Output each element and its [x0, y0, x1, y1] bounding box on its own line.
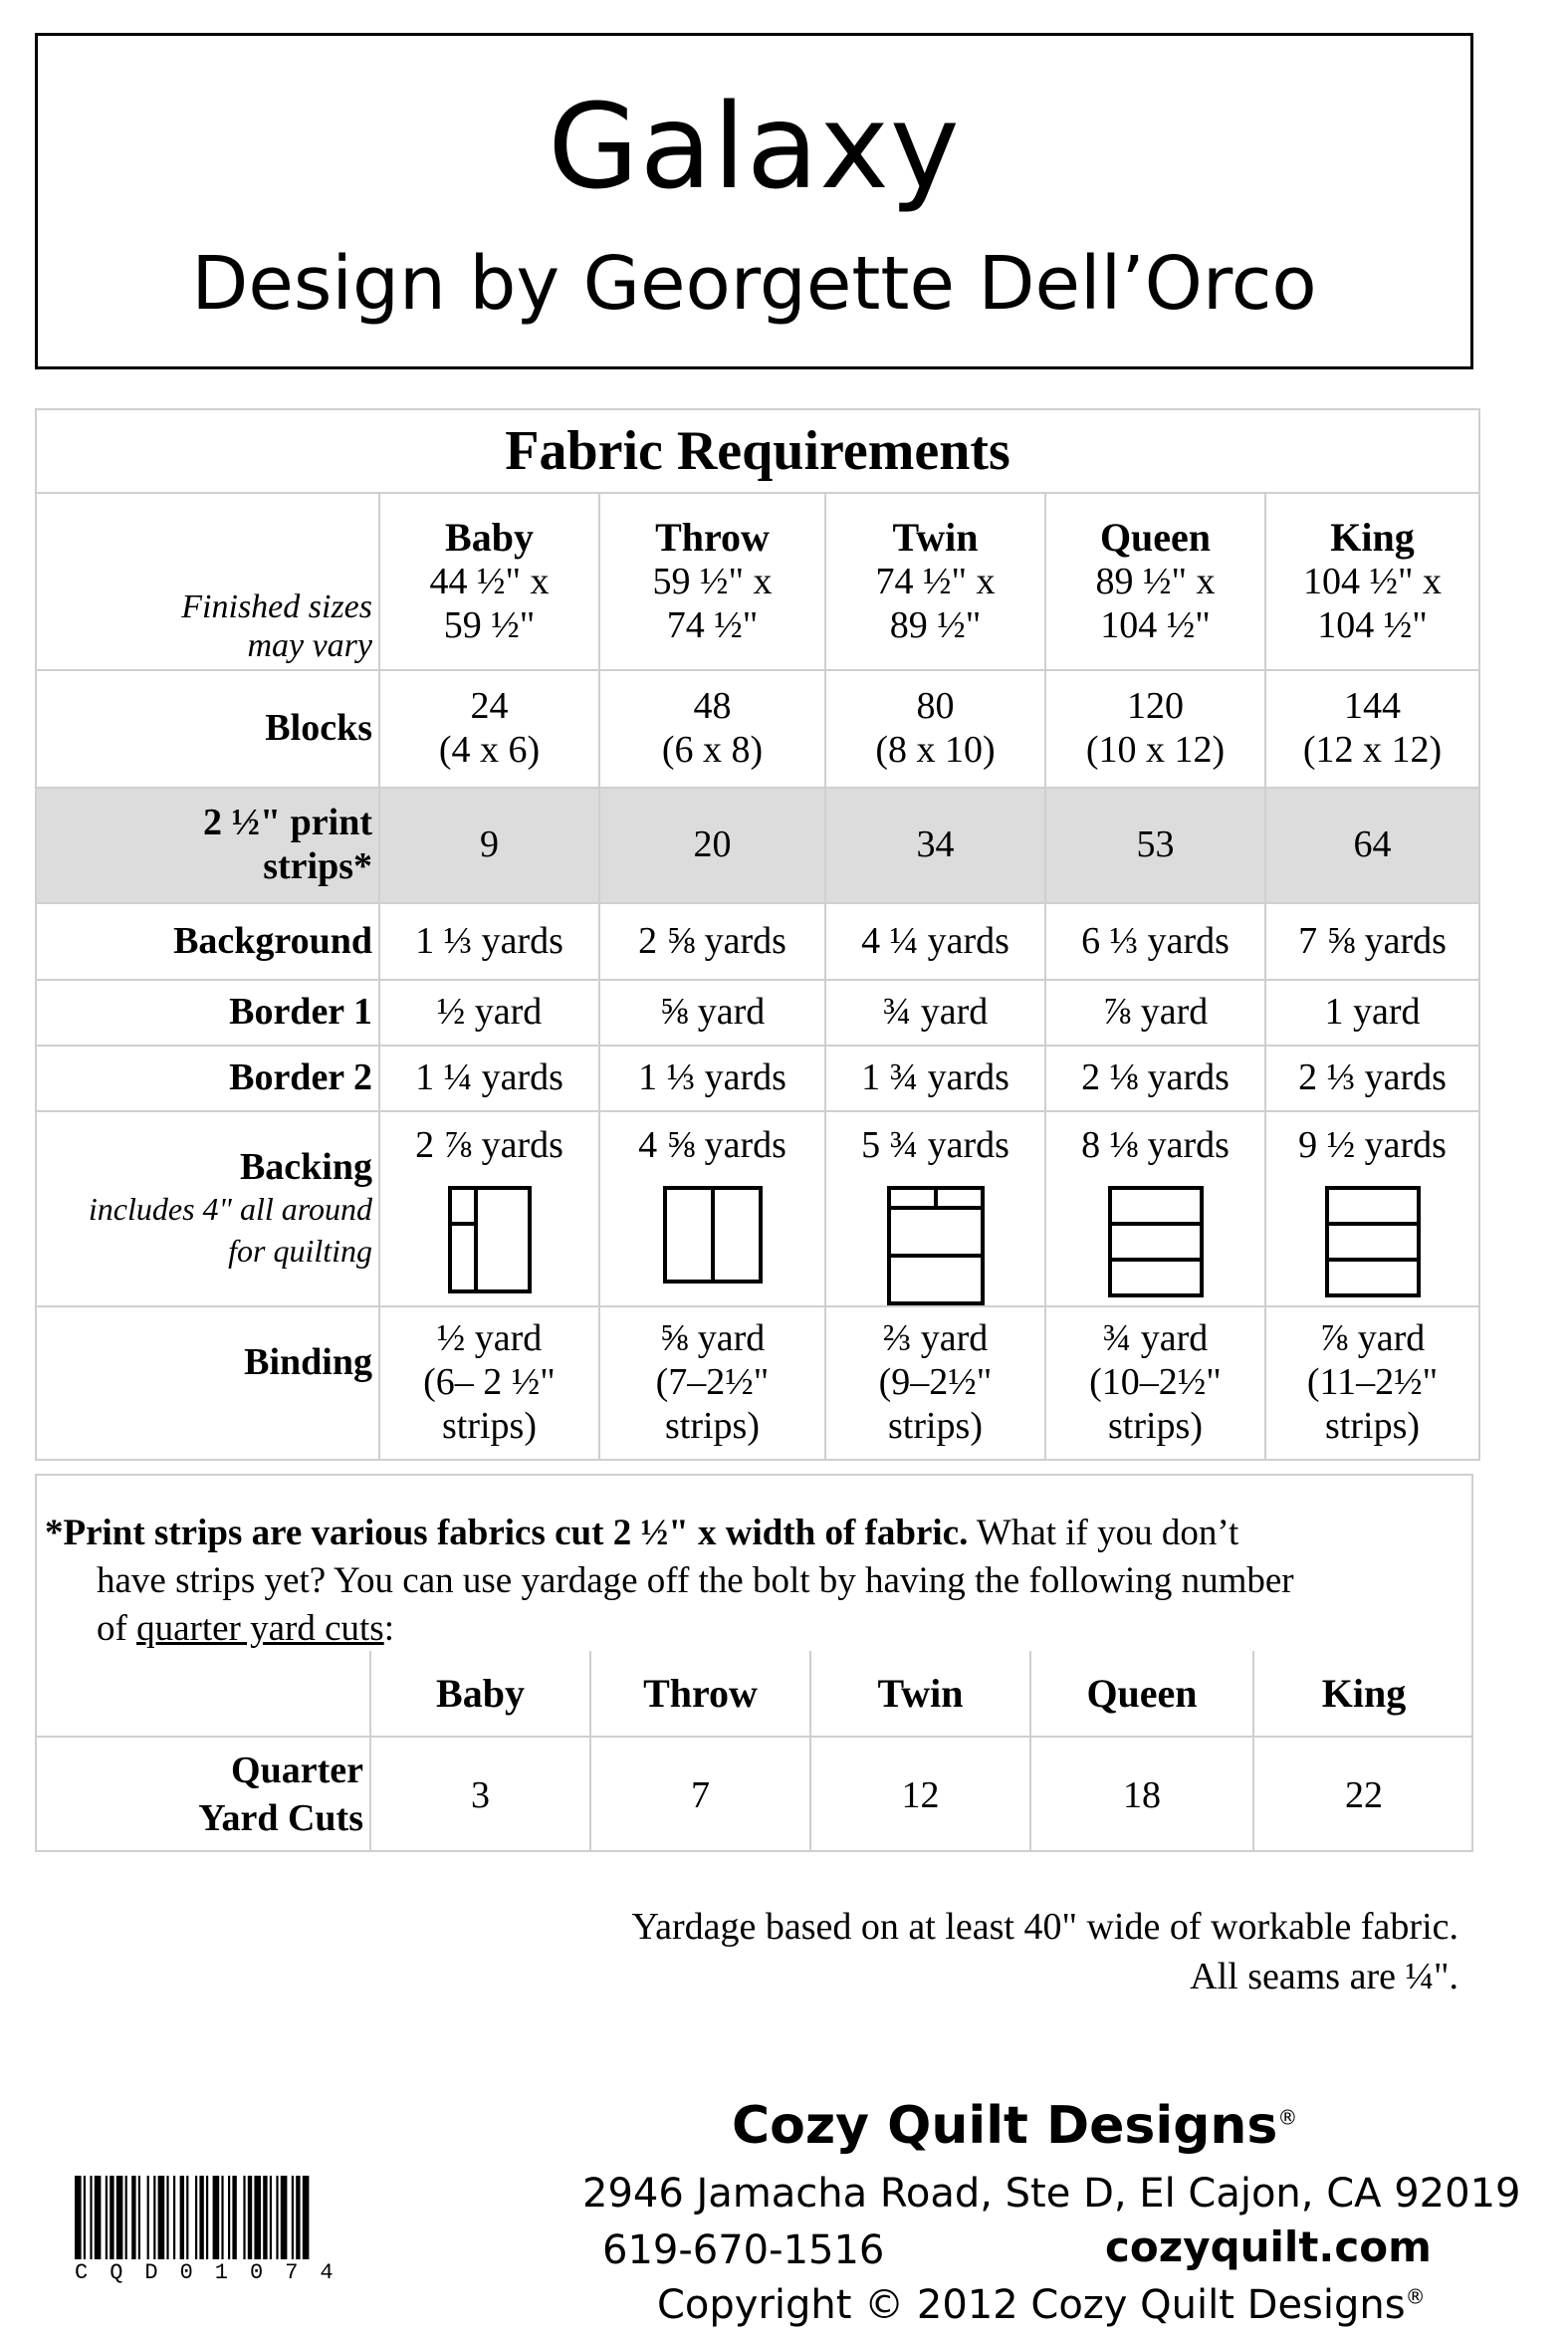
print-strips-baby: 9: [379, 788, 599, 903]
binding-row: [36, 1306, 1479, 1460]
barcode-bar: [166, 2176, 168, 2259]
barcode-bar: [254, 2176, 261, 2259]
registered-mark: ®: [1277, 2105, 1298, 2130]
quarter-yard-cuts-label: Quarter Yard Cuts: [37, 1737, 370, 1852]
barcode-bar: [303, 2176, 310, 2259]
print-strips-note-box: [35, 1474, 1473, 1852]
quarter-king: 22: [1253, 1737, 1473, 1852]
address: 2946 Jamacha Road, Ste D, El Cajon, CA 92019: [582, 2171, 1521, 2217]
barcode-bar: [158, 2176, 165, 2259]
barcode-bar: [90, 2176, 92, 2259]
size-queen: Queen 89 ½" x 104 ½": [1045, 493, 1265, 670]
designer-credit: Design by Georgette Dell’Orco: [191, 241, 1317, 327]
barcode-bar: [232, 2176, 236, 2259]
border2-throw: 1 ⅓ yards: [599, 1046, 825, 1111]
table-caption: Fabric Requirements: [36, 409, 1479, 493]
backing-label: Backing includes 4" all around for quilting: [36, 1111, 379, 1306]
barcode-bar: [186, 2176, 188, 2259]
fabric-requirements-table: [35, 408, 1480, 1461]
barcode-bar: [221, 2176, 223, 2259]
barcode-bar: [292, 2176, 294, 2259]
border1-king: 1 yard: [1265, 980, 1479, 1046]
barcode-bar: [125, 2176, 127, 2259]
quarter-throw: 7: [590, 1737, 810, 1852]
barcode-bar: [173, 2176, 175, 2259]
quarter-twin: 12: [810, 1737, 1030, 1852]
barcode-number: CQD01074: [75, 2260, 355, 2285]
copyright: Copyright © 2012 Cozy Quilt Designs®: [657, 2282, 1426, 2328]
size-twin: Twin 74 ½" x 89 ½": [825, 493, 1045, 670]
blocks-baby: 24 (4 x 6): [379, 670, 599, 788]
backing-twin: 5 ¾ yards: [825, 1111, 1045, 1306]
barcode-bar: [228, 2176, 230, 2259]
barcode-bar: [75, 2176, 82, 2259]
barcode-bar: [206, 2176, 208, 2259]
barcode-bar: [147, 2176, 149, 2259]
backing-layout-diagram-king: [1325, 1186, 1421, 1297]
barcode-bar: [296, 2176, 300, 2259]
border2-baby: 1 ¼ yards: [379, 1046, 599, 1111]
title-box: [35, 33, 1473, 369]
sizes-row: [36, 493, 1479, 670]
binding-label: Binding: [36, 1306, 379, 1460]
barcode-bar: [248, 2176, 252, 2259]
background-twin: 4 ¼ yards: [825, 903, 1045, 980]
backing-queen: 8 ⅛ yards: [1045, 1111, 1265, 1306]
background-baby: 1 ⅓ yards: [379, 903, 599, 980]
print-strips-row: [36, 788, 1479, 903]
print-strips-king: 64: [1265, 788, 1479, 903]
barcode: [75, 2176, 423, 2265]
size-throw: Throw 59 ½" x 74 ½": [599, 493, 825, 670]
barcode-bar: [213, 2176, 220, 2259]
print-strips-twin: 34: [825, 788, 1045, 903]
phone-number: 619-670-1516: [602, 2227, 885, 2273]
brand-name: Cozy Quilt Designs®: [732, 2096, 1298, 2156]
binding-twin: ⅔ yard (9–2½" strips): [825, 1306, 1045, 1460]
quarter-queen: 18: [1030, 1737, 1253, 1852]
barcode-bar: [110, 2176, 113, 2259]
barcode-bar: [263, 2176, 267, 2259]
border2-label: Border 2: [36, 1046, 379, 1111]
barcode-bar: [116, 2176, 123, 2259]
barcode-bar: [243, 2176, 245, 2259]
quarter-header-king: King: [1253, 1651, 1473, 1737]
backing-layout-diagram-queen: [1108, 1186, 1204, 1297]
barcode-bar: [84, 2176, 86, 2259]
border1-throw: ⅝ yard: [599, 980, 825, 1046]
border1-queen: ⅞ yard: [1045, 980, 1265, 1046]
size-baby: Baby 44 ½" x 59 ½": [379, 493, 599, 670]
backing-layout-diagram-throw: [663, 1186, 763, 1284]
quarter-header-queen: Queen: [1030, 1651, 1253, 1737]
barcode-bar: [106, 2176, 108, 2259]
border1-twin: ¾ yard: [825, 980, 1045, 1046]
quarter-values-row: [37, 1737, 1473, 1852]
quarter-yard-cuts-text: quarter yard cuts: [136, 1608, 384, 1649]
border2-king: 2 ⅓ yards: [1265, 1046, 1479, 1111]
quarter-header-row: [37, 1651, 1473, 1737]
print-strips-queen: 53: [1045, 788, 1265, 903]
barcode-bar: [153, 2176, 155, 2259]
print-strips-note: *Print strips are various fabrics cut 2 ½" x width of fabric. What if you don’t have strips yet? You can use yardage off the bolt by having the following number of quarter yard cuts:: [45, 1513, 1294, 1649]
border1-baby: ½ yard: [379, 980, 599, 1046]
background-throw: 2 ⅝ yards: [599, 903, 825, 980]
quarter-header-empty: [37, 1651, 370, 1737]
blocks-king: 144 (12 x 12): [1265, 670, 1479, 788]
blocks-throw: 48 (6 x 8): [599, 670, 825, 788]
backing-layout-diagram-baby: [448, 1186, 532, 1293]
barcode-bar: [270, 2176, 272, 2259]
background-row: [36, 903, 1479, 980]
print-strips-label: 2 ½" print strips*: [36, 788, 379, 903]
quarter-baby: 3: [370, 1737, 590, 1852]
border1-row: [36, 980, 1479, 1046]
barcode-bar: [138, 2176, 140, 2259]
barcode-bar: [281, 2176, 288, 2259]
background-label: Background: [36, 903, 379, 980]
quarter-header-baby: Baby: [370, 1651, 590, 1737]
quarter-header-throw: Throw: [590, 1651, 810, 1737]
blocks-row: [36, 670, 1479, 788]
size-king: King 104 ½" x 104 ½": [1265, 493, 1479, 670]
backing-layout-diagram-twin: [887, 1186, 985, 1305]
barcode-bar: [180, 2176, 184, 2259]
backing-throw: 4 ⅝ yards: [599, 1111, 825, 1306]
backing-king: 9 ½ yards: [1265, 1111, 1479, 1306]
print-strips-throw: 20: [599, 788, 825, 903]
blocks-queen: 120 (10 x 12): [1045, 670, 1265, 788]
backing-row: [36, 1111, 1479, 1306]
blocks-twin: 80 (8 x 10): [825, 670, 1045, 788]
pattern-title: Galaxy: [548, 78, 961, 215]
background-king: 7 ⅝ yards: [1265, 903, 1479, 980]
border2-row: [36, 1046, 1479, 1111]
binding-baby: ½ yard (6– 2 ½" strips): [379, 1306, 599, 1460]
binding-queen: ¾ yard (10–2½" strips): [1045, 1306, 1265, 1460]
barcode-bar: [276, 2176, 278, 2259]
barcode-bar: [195, 2176, 197, 2259]
binding-king: ⅞ yard (11–2½" strips): [1265, 1306, 1479, 1460]
finished-sizes-label: Finished sizes may vary: [36, 493, 379, 670]
border2-queen: 2 ⅛ yards: [1045, 1046, 1265, 1111]
background-queen: 6 ⅓ yards: [1045, 903, 1265, 980]
border1-label: Border 1: [36, 980, 379, 1046]
backing-baby: 2 ⅞ yards: [379, 1111, 599, 1306]
yardage-note: Yardage based on at least 40" wide of workable fabric. All seams are ¼".: [631, 1906, 1458, 1997]
quarter-yard-cuts-table: [37, 1651, 1473, 1852]
barcode-bar: [131, 2176, 135, 2259]
website-link[interactable]: cozyquilt.com: [1105, 2222, 1432, 2271]
binding-throw: ⅝ yard (7–2½" strips): [599, 1306, 825, 1460]
blocks-label: Blocks: [36, 670, 379, 788]
border2-twin: 1 ¾ yards: [825, 1046, 1045, 1111]
quarter-header-twin: Twin: [810, 1651, 1030, 1737]
barcode-bar: [199, 2176, 203, 2259]
barcode-bar: [95, 2176, 102, 2259]
